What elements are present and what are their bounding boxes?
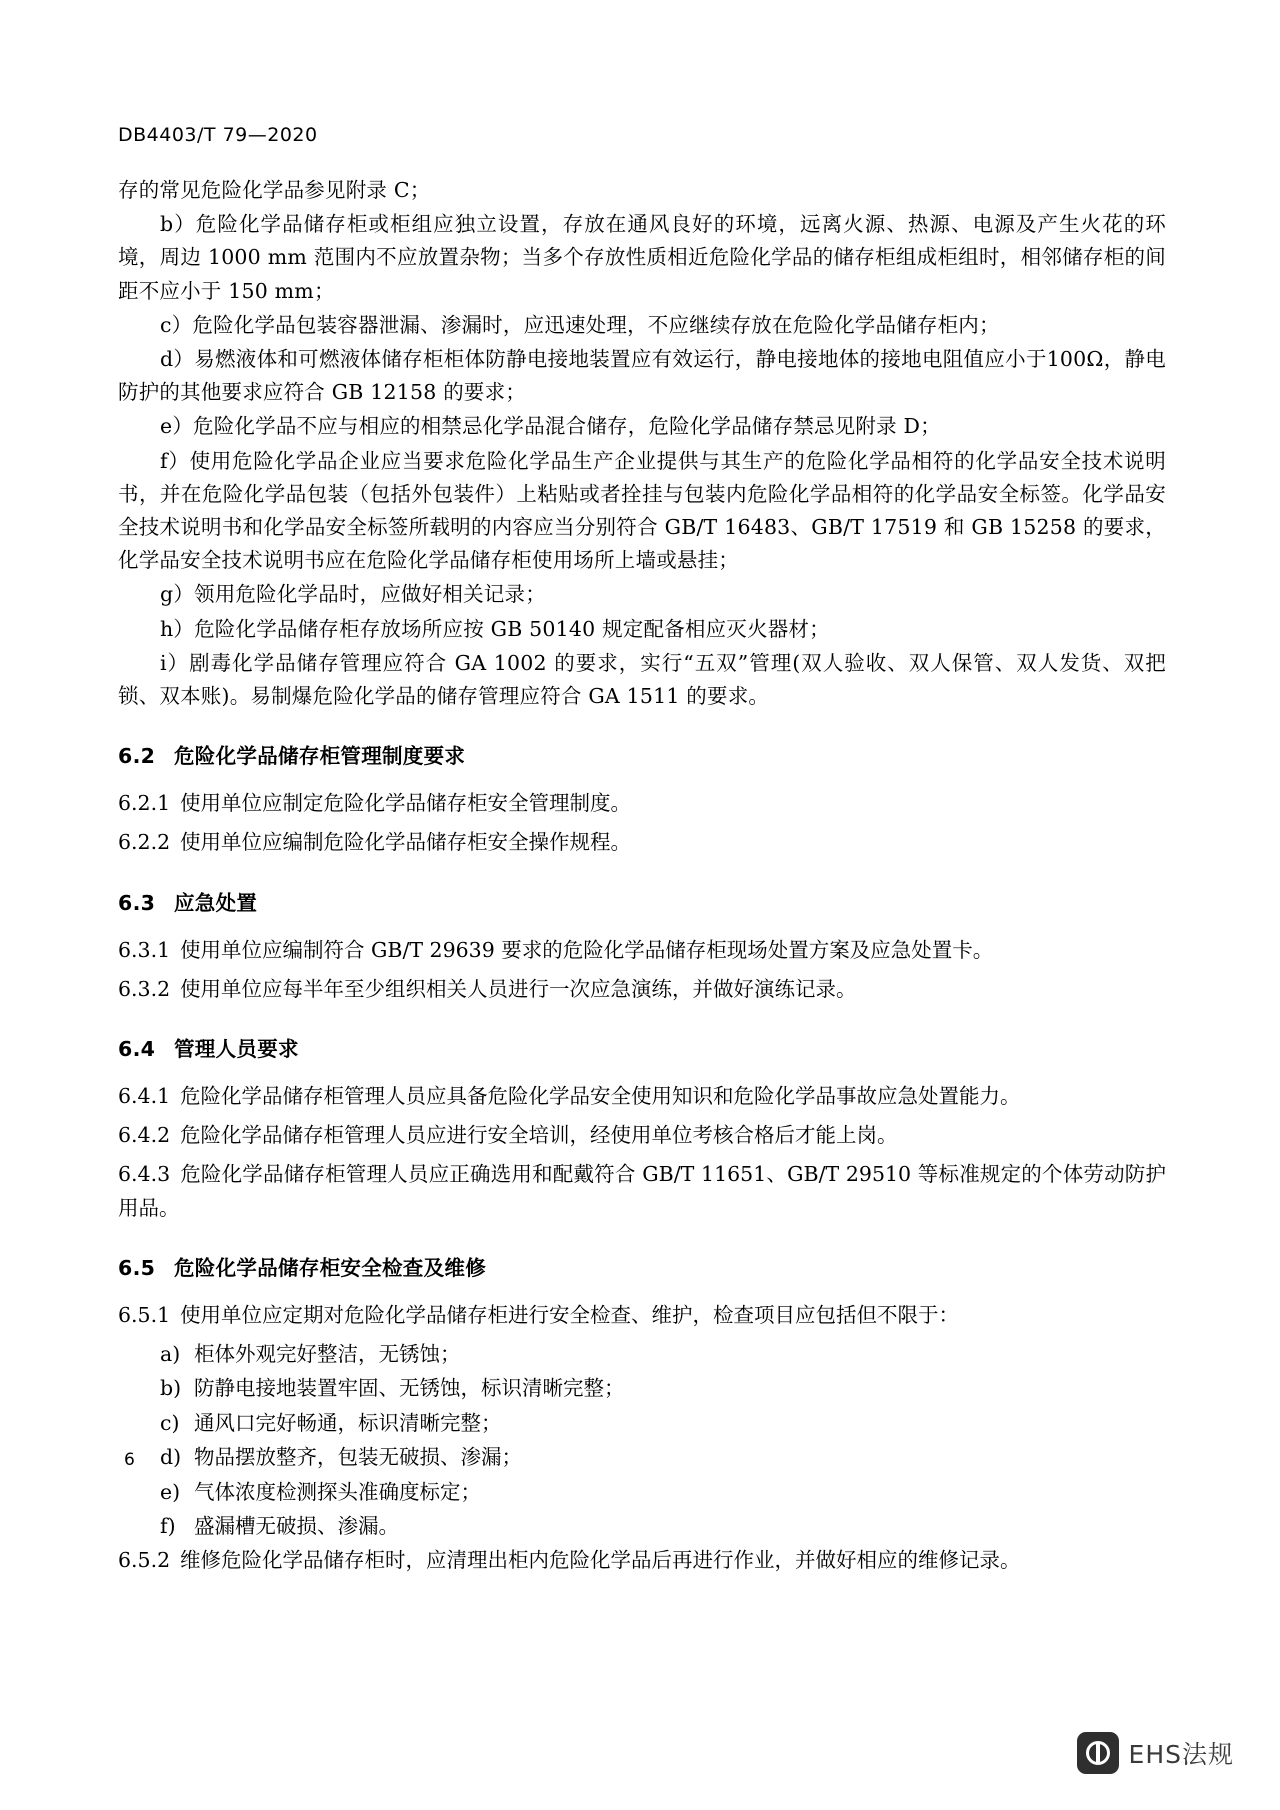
clause-number: 6.4.1 <box>118 1084 171 1109</box>
clause-6-4-3 <box>118 1158 1166 1224</box>
page-number: 6 <box>124 1450 135 1470</box>
clause-text: 危险化学品储存柜管理人员应具备危险化学品安全使用知识和危险化学品事故应急处置能力。 <box>180 1084 1021 1109</box>
section-number: 6.5 <box>118 1255 156 1280</box>
clause-text: 使用单位应编制符合 GB/T 29639 要求的危险化学品储存柜现场处置方案及应急处置卡。 <box>180 937 994 962</box>
clause-number: 6.4.3 <box>118 1162 171 1187</box>
clause-text: 使用单位应定期对危险化学品储存柜进行安全检查、维护，检查项目应包括但不限于： <box>180 1302 959 1327</box>
list-item-i: i）剧毒化学品储存管理应符合 GA 1002 的要求，实行“五双”管理(双人验收、双人保管、双人发货、双把锁、双本账)。易制爆危险化学品的储存管理应符合 GA 1511 的要求。 <box>118 650 1166 709</box>
list-item-text: 柜体外观完好整洁，无锈蚀； <box>194 1342 461 1367</box>
list-item-f: f）使用危险化学品企业应当要求危险化学品生产企业提供与其生产的危险化学品相符的化学品安全技术说明书，并在危险化学品包装（包括外包装件）上粘贴或者拴挂与包装内危险化学品相符的化学品安全标签。化学品安全技术说明书和化学品安全标签所载明的内容应当分别符合 GB/T 16483、GB/T 17519 和 GB 15258 的要求，化学品安全技术说明书应在危险化学品储存柜使用场所上墙或悬挂； <box>118 448 1166 573</box>
clause-text: 使用单位应制定危险化学品储存柜安全管理制度。 <box>180 791 631 816</box>
watermark-label: EHS法规 <box>1128 1740 1234 1769</box>
clause-6-5-2 <box>118 1544 1166 1577</box>
section-heading-6-2 <box>118 739 1166 769</box>
running-header: DB4403/T 79—2020 <box>118 124 318 146</box>
clause-number: 6.5.1 <box>118 1302 171 1327</box>
list-item-label: c) <box>160 1410 180 1435</box>
clause-number: 6.3.2 <box>118 976 171 1001</box>
watermark <box>1077 1732 1234 1774</box>
list-item-d: d）易燃液体和可燃液体储存柜柜体防静电接地装置应有效运行，静电接地体的接地电阻值应小于100Ω，静电防护的其他要求应符合 GB 12158 的要求； <box>118 347 1166 405</box>
clause-6-2-1 <box>118 787 1166 820</box>
list-item <box>118 1338 1166 1370</box>
section-number: 6.4 <box>118 1037 156 1062</box>
section-title: 应急处置 <box>174 890 258 915</box>
clause-number: 6.3.1 <box>118 937 171 962</box>
list-item-text: 气体浓度检测探头准确度标定； <box>194 1479 481 1504</box>
list-item-text: 物品摆放整齐，包装无破损、渗漏； <box>194 1445 522 1470</box>
list-item <box>118 1407 1166 1439</box>
list-item <box>118 1372 1166 1404</box>
clause-text: 危险化学品储存柜管理人员应进行安全培训，经使用单位考核合格后才能上岗。 <box>180 1123 898 1148</box>
list-item-label: a) <box>160 1342 181 1367</box>
clause-6-5-1 <box>118 1299 1166 1332</box>
section-number: 6.2 <box>118 744 156 769</box>
list-item-g: g）领用危险化学品时，应做好相关记录； <box>160 582 546 607</box>
clause-text: 危险化学品储存柜管理人员应正确选用和配戴符合 GB/T 11651、GB/T 29510 等标准规定的个体劳动防护用品。 <box>118 1162 1166 1220</box>
section-title: 危险化学品储存柜安全检查及维修 <box>174 1255 486 1280</box>
clause-6-3-2 <box>118 973 1166 1006</box>
list-item <box>118 1510 1166 1542</box>
clause-number: 6.2.2 <box>118 830 171 855</box>
list-item-h: h）危险化学品储存柜存放场所应按 GB 50140 规定配备相应灭火器材； <box>160 616 830 641</box>
clause-number: 6.4.2 <box>118 1123 171 1148</box>
section-heading-6-3 <box>118 886 1166 916</box>
list-item-label: f) <box>160 1513 176 1538</box>
clause-6-4-1 <box>118 1080 1166 1113</box>
section-heading-6-5 <box>118 1251 1166 1281</box>
clause-number: 6.2.1 <box>118 791 171 816</box>
clause-6-3-1 <box>118 934 1166 967</box>
section-heading-6-4 <box>118 1032 1166 1062</box>
list-item-c: c）危险化学品包装容器泄漏、渗漏时，应迅速处理，不应继续存放在危险化学品储存柜内； <box>160 312 1000 337</box>
list-item-e: e）危险化学品不应与相应的相禁忌化学品混合储存，危险化学品储存禁忌见附录 D； <box>160 414 941 439</box>
list-item-text: 盛漏槽无破损、渗漏。 <box>194 1513 399 1538</box>
list-item <box>118 1441 1166 1473</box>
ehs-seal-icon <box>1077 1732 1119 1774</box>
section-title: 管理人员要求 <box>174 1037 299 1062</box>
section-number: 6.3 <box>118 890 156 915</box>
paragraph-continuation: 存的常见危险化学品参见附录 C； <box>118 178 431 202</box>
clause-6-4-2 <box>118 1119 1166 1152</box>
list-item <box>118 1476 1166 1508</box>
list-item-text: 通风口完好畅通，标识清晰完整； <box>194 1410 502 1435</box>
clause-text: 维修危险化学品储存柜时，应清理出柜内危险化学品后再进行作业，并做好相应的维修记录。 <box>180 1548 1021 1573</box>
checklist-6-5-1 <box>118 1338 1166 1542</box>
list-item-label: d) <box>160 1445 182 1470</box>
clause-text: 使用单位应每半年至少组织相关人员进行一次应急演练，并做好演练记录。 <box>180 976 857 1001</box>
page-content <box>118 124 1166 1584</box>
clause-6-2-2 <box>118 826 1166 859</box>
list-item-b: b）危险化学品储存柜或柜组应独立设置，存放在通风良好的环境，远离火源、热源、电源及产生火花的环境，周边 1000 mm 范围内不应放置杂物；当多个存放性质相近危险化学品的储存柜组成柜组时，相邻储存柜的间距不应小于 150 mm； <box>118 212 1166 303</box>
list-item-text: 防静电接地装置牢固、无锈蚀，标识清晰完整； <box>194 1376 625 1401</box>
clause-number: 6.5.2 <box>118 1548 171 1573</box>
list-item-label: e) <box>160 1479 181 1504</box>
section-title: 危险化学品储存柜管理制度要求 <box>174 744 466 769</box>
list-item-label: b) <box>160 1376 182 1401</box>
clause-text: 使用单位应编制危险化学品储存柜安全操作规程。 <box>180 830 631 855</box>
